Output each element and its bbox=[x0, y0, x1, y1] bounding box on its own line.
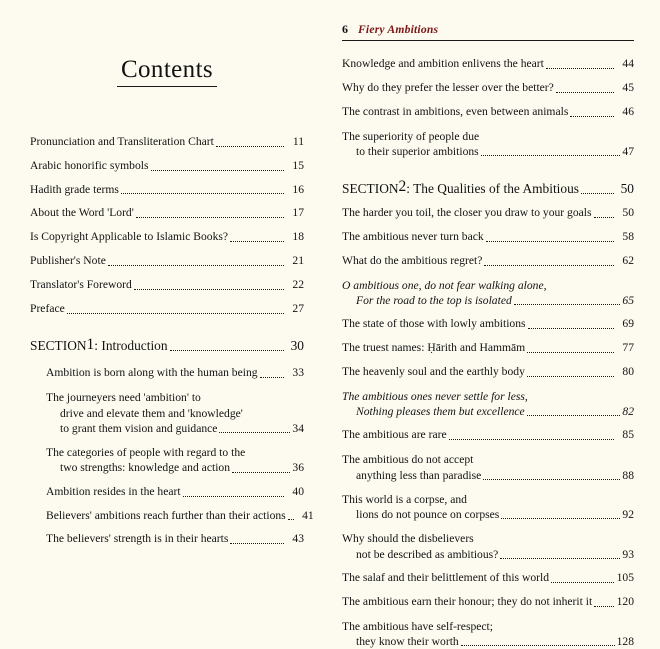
toc-entry[interactable] bbox=[46, 390, 304, 436]
toc-entry-label: The contrast in ambitions, even between animals bbox=[342, 105, 569, 119]
toc-entry-label: Pronunciation and Transliteration Chart bbox=[30, 135, 214, 148]
toc-entry-page: 80 bbox=[622, 365, 634, 379]
toc-entry[interactable] bbox=[46, 366, 304, 381]
toc-entry-page: 47 bbox=[622, 145, 634, 159]
toc-entry[interactable] bbox=[342, 341, 634, 356]
toc-entry-label-line: The categories of people with regard to the bbox=[46, 446, 246, 460]
toc-entry-page: 58 bbox=[622, 230, 634, 244]
title-underline bbox=[117, 86, 217, 87]
toc-entry[interactable] bbox=[30, 278, 304, 293]
toc-entry-page: 22 bbox=[292, 277, 304, 291]
toc-entry-page: 128 bbox=[616, 635, 634, 649]
toc-entry-label-line: The superiority of people due bbox=[342, 129, 480, 143]
section-page: 50 bbox=[620, 181, 634, 197]
toc-entry-page: 88 bbox=[622, 468, 634, 482]
toc-entry-label-line: For the road to the top is isolated bbox=[356, 294, 512, 308]
toc-entry-label: The salaf and their belittlement of this world bbox=[342, 571, 550, 585]
toc-entry-page: 33 bbox=[292, 366, 304, 380]
dot-leader bbox=[594, 217, 614, 218]
section-label-prefix: SECTION bbox=[30, 338, 87, 354]
toc-entry[interactable] bbox=[30, 206, 304, 221]
dot-leader bbox=[461, 645, 615, 646]
toc-entry-label-line: lions do not pounce on corpses bbox=[356, 508, 500, 522]
toc-entry[interactable] bbox=[46, 485, 304, 500]
header-rule bbox=[342, 40, 634, 41]
section-number: 2 bbox=[398, 178, 407, 196]
toc-entry-page: 82 bbox=[622, 405, 634, 419]
toc-entry-label: Ambition resides in the heart bbox=[46, 484, 181, 498]
dot-leader bbox=[514, 304, 621, 305]
toc-entry-label-line: anything less than paradise bbox=[356, 468, 482, 482]
toc-entry-label: Is Copyright Applicable to Islamic Books? bbox=[30, 230, 229, 244]
toc-entry-page: 11 bbox=[292, 135, 304, 148]
toc-entry-label: The believers' strength is in their hearts bbox=[46, 532, 229, 546]
toc-entry[interactable] bbox=[342, 365, 634, 380]
toc-entry-label-line: The ambitious do not accept bbox=[342, 453, 474, 467]
dot-leader bbox=[486, 241, 614, 242]
dot-leader bbox=[134, 289, 284, 290]
dot-leader bbox=[546, 68, 614, 69]
toc-entry-page: 43 bbox=[292, 532, 304, 546]
dot-leader bbox=[449, 439, 614, 440]
dot-leader bbox=[484, 265, 614, 266]
toc-entry-label-line: The ambitious ones never settle for less, bbox=[342, 389, 528, 403]
right-page-column bbox=[330, 0, 660, 649]
toc-entry-label-line: not be described as ambitious? bbox=[356, 547, 499, 561]
toc-entry-page: 40 bbox=[292, 484, 304, 498]
toc-entry-page: 21 bbox=[292, 254, 304, 268]
section-page: 30 bbox=[290, 338, 304, 354]
toc-entry-label-line: they know their worth bbox=[356, 635, 459, 649]
dot-leader bbox=[151, 170, 285, 171]
dot-leader bbox=[108, 265, 284, 266]
toc-entry[interactable] bbox=[46, 445, 304, 476]
toc-entry-page: 105 bbox=[616, 571, 634, 585]
dot-leader bbox=[230, 543, 284, 544]
toc-entry[interactable] bbox=[30, 302, 304, 317]
toc-entry-label: Preface bbox=[30, 301, 65, 315]
toc-entry[interactable] bbox=[342, 571, 634, 586]
dot-leader bbox=[594, 606, 614, 607]
dot-leader bbox=[527, 376, 614, 377]
dot-leader bbox=[183, 496, 284, 497]
toc-entry-page: 50 bbox=[622, 206, 634, 220]
toc-entry-page: 69 bbox=[622, 317, 634, 331]
dot-leader bbox=[528, 328, 614, 329]
toc-entry[interactable] bbox=[342, 206, 634, 221]
page-title: Contents bbox=[120, 56, 214, 83]
toc-entry-page: 92 bbox=[622, 508, 634, 522]
toc-entry[interactable] bbox=[30, 159, 304, 174]
section-label-suffix: : The Qualities of the Ambitious bbox=[406, 181, 579, 197]
dot-leader bbox=[260, 377, 284, 378]
dot-leader bbox=[527, 352, 614, 353]
toc-entry-page: 36 bbox=[292, 461, 304, 475]
toc-entry-page: 27 bbox=[292, 301, 304, 315]
dot-leader bbox=[570, 116, 614, 117]
dot-leader bbox=[527, 415, 621, 416]
toc-entry[interactable] bbox=[342, 254, 634, 269]
toc-entry[interactable] bbox=[342, 531, 634, 562]
toc-entry-label: Ambition is born along with the human being bbox=[46, 366, 258, 380]
dot-leader bbox=[232, 472, 290, 473]
dot-leader bbox=[483, 479, 620, 480]
toc-entry-page: 18 bbox=[292, 230, 304, 244]
toc-entry[interactable] bbox=[30, 254, 304, 269]
toc-entry[interactable] bbox=[342, 428, 634, 443]
toc-entry-label: Hadith grade terms bbox=[30, 182, 119, 196]
section-label-prefix: SECTION bbox=[342, 181, 399, 197]
running-header-title: Fiery Ambitions bbox=[358, 23, 439, 36]
toc-entry[interactable] bbox=[46, 508, 314, 524]
toc-entry[interactable] bbox=[342, 105, 634, 120]
dot-leader bbox=[581, 193, 614, 194]
toc-entry[interactable] bbox=[342, 278, 634, 309]
toc-entry[interactable] bbox=[342, 81, 634, 96]
toc-entry[interactable] bbox=[46, 532, 304, 547]
toc-entry[interactable] bbox=[342, 129, 634, 160]
toc-entry-label-line: This world is a corpse, and bbox=[342, 492, 467, 506]
toc-entry-label: The ambitious never turn back bbox=[342, 230, 484, 244]
dot-leader bbox=[216, 146, 284, 147]
toc-section-heading-1[interactable] bbox=[30, 335, 304, 355]
toc-entry-label: The ambitious earn their honour; they do not inherit it bbox=[342, 594, 593, 608]
toc-entry-page: 16 bbox=[292, 182, 304, 196]
dot-leader bbox=[230, 241, 284, 242]
toc-entry-page: 34 bbox=[292, 421, 304, 435]
dot-leader bbox=[288, 519, 294, 520]
toc-entry-label-line: O ambitious one, do not fear walking alone, bbox=[342, 278, 547, 292]
toc-entry-label-line: to grant them vision and guidance bbox=[60, 421, 218, 435]
toc-entry-label-line: two strengths: knowledge and action bbox=[60, 461, 231, 475]
front-matter-toc-list bbox=[30, 135, 314, 547]
toc-entry-label: What do the ambitious regret? bbox=[342, 253, 483, 267]
toc-entry-page: 77 bbox=[622, 341, 634, 355]
dot-leader bbox=[67, 313, 284, 314]
toc-entry-label: The harder you toil, the closer you draw to your goals bbox=[342, 206, 592, 220]
running-header bbox=[342, 22, 634, 40]
toc-entry-label: Translator's Foreword bbox=[30, 277, 132, 291]
toc-entry-page: 120 bbox=[616, 594, 634, 608]
toc-entry[interactable] bbox=[342, 317, 634, 332]
toc-entry-label-line: to their superior ambitions bbox=[356, 145, 479, 159]
toc-entry-page: 44 bbox=[622, 57, 634, 71]
toc-entry-label: Arabic honorific symbols bbox=[30, 158, 149, 172]
toc-section-heading-2[interactable] bbox=[342, 177, 634, 197]
toc-entry-label: Publisher's Note bbox=[30, 254, 106, 268]
left-page-column bbox=[0, 0, 330, 546]
toc-entry-page: 62 bbox=[622, 253, 634, 267]
toc-entry-page: 46 bbox=[622, 105, 634, 119]
toc-entry-label: Knowledge and ambition enlivens the heart bbox=[342, 57, 544, 71]
toc-entry[interactable] bbox=[30, 230, 304, 245]
toc-entry-label-line: The ambitious have self-respect; bbox=[342, 619, 493, 633]
dot-leader bbox=[481, 155, 621, 156]
section-1-subentries bbox=[30, 366, 314, 547]
dot-leader bbox=[500, 558, 620, 559]
dot-leader bbox=[136, 217, 284, 218]
toc-entry-page: 93 bbox=[622, 547, 634, 561]
toc-entry-label: About the Word 'Lord' bbox=[30, 206, 134, 220]
toc-entry-page: 17 bbox=[292, 206, 304, 220]
toc-entry[interactable] bbox=[342, 389, 634, 420]
toc-entry-label-line: drive and elevate them and 'knowledge' bbox=[60, 406, 243, 420]
toc-entry-label-line: Nothing pleases them but excellence bbox=[356, 405, 525, 419]
toc-entry-page: 65 bbox=[622, 294, 634, 308]
toc-entry[interactable] bbox=[342, 230, 634, 245]
toc-entry[interactable] bbox=[342, 492, 634, 523]
toc-entry-page: 15 bbox=[292, 158, 304, 172]
dot-leader bbox=[121, 193, 284, 194]
toc-entry[interactable] bbox=[342, 452, 634, 483]
toc-entry-label: Believers' ambitions reach further than their actions bbox=[46, 508, 286, 522]
section-label-suffix: : Introduction bbox=[94, 338, 168, 354]
dot-leader bbox=[556, 92, 614, 93]
toc-entry[interactable] bbox=[342, 619, 634, 649]
toc-entry-label: The state of those with lowly ambitions bbox=[342, 317, 526, 331]
toc-entry[interactable] bbox=[30, 135, 304, 150]
toc-entry[interactable] bbox=[30, 183, 304, 198]
toc-entry[interactable] bbox=[342, 57, 634, 72]
dot-leader bbox=[219, 432, 290, 433]
toc-entry-label: The truest names: Ḥārith and Hammām bbox=[342, 341, 526, 355]
toc-entry-label: The heavenly soul and the earthly body bbox=[342, 365, 525, 379]
page-folio-number: 6 bbox=[342, 22, 348, 36]
toc-entry-label-line: The journeyers need 'ambition' to bbox=[46, 391, 201, 405]
toc-entry-label-line: Why should the disbelievers bbox=[342, 532, 474, 546]
toc-entry-page: 85 bbox=[622, 428, 634, 442]
contents-continued-list bbox=[342, 57, 634, 649]
dot-leader bbox=[501, 518, 620, 519]
toc-entry-label: Why do they prefer the lesser over the better? bbox=[342, 81, 554, 95]
section-number: 1 bbox=[86, 335, 95, 353]
toc-entry-page: 41 bbox=[302, 508, 314, 522]
dot-leader bbox=[551, 582, 614, 583]
toc-entry-label: The ambitious are rare bbox=[342, 428, 447, 442]
toc-entry-page: 45 bbox=[622, 81, 634, 95]
dot-leader bbox=[170, 350, 284, 351]
toc-entry[interactable] bbox=[342, 595, 634, 610]
